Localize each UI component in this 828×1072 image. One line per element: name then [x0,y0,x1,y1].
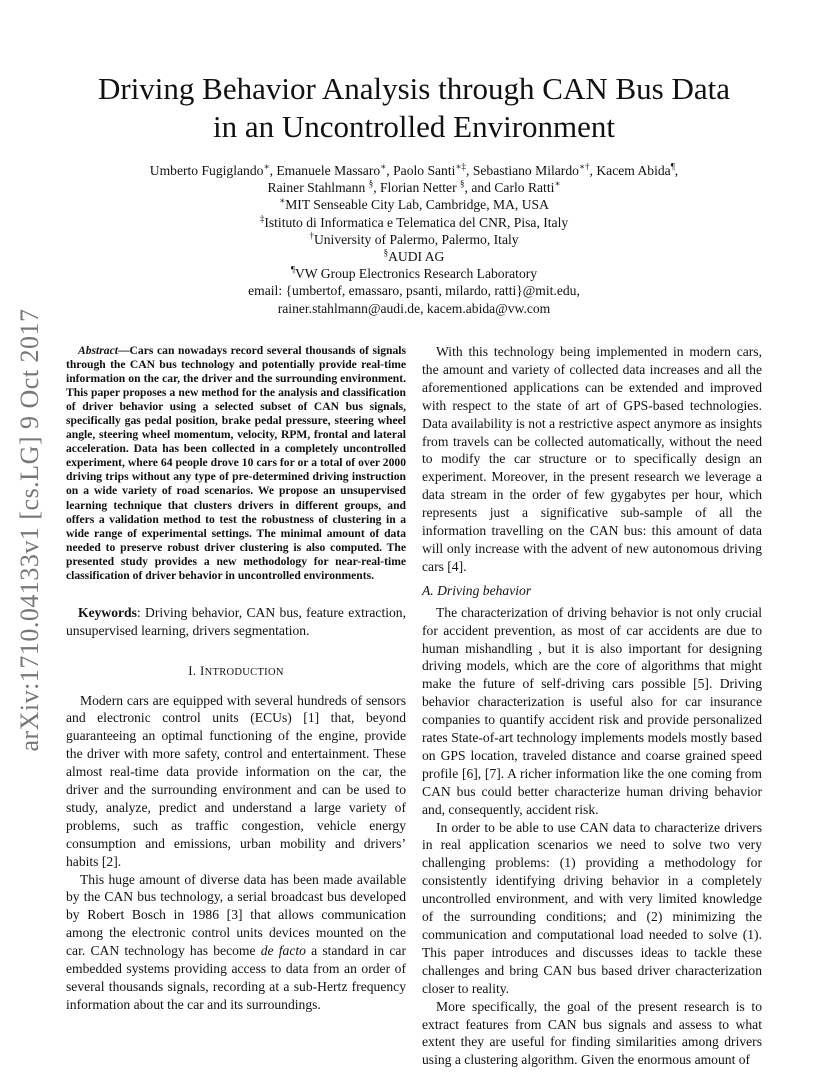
section-number: I. [188,662,200,678]
affiliation-mark: ∗ [279,195,286,206]
affiliation-1 [100,196,728,213]
author-separator: , [674,163,679,178]
author-name: , and Carlo Ratti [464,180,555,196]
right-paragraph-3: In order to be able to use CAN data to characterize drivers in real application scenarios we need to solve two very challenging problems: (1) providing a methodology for consistently identifying driving behavior in a completely uncontrolled environment, and with very limited knowledge of the surrounding conditions; and (2) minimizing the communication and computational load needed to solve (1). This paper introduces and discusses ideas to tackle these challenges and bring CAN bus based driver characterization closer to reality. [422,819,762,996]
abstract [66,344,406,583]
arxiv-sidebar [0,300,60,760]
section-heading-introduction [66,662,406,682]
author-block [100,162,728,317]
paragraph-text: This huge amount of diverse data has been made available by the CAN bus technology, a serial broadcast bus developed by Robert Bosch in 1986 [3] that allows communication among the electronic control units devices mounted on the car. CAN technology has become [66,871,406,959]
paper-title [60,70,768,146]
right-paragraph-4: More specifically, the goal of the present research is to extract features from CAN bus signals and assess to what extent they are useful for finding similarities among drivers using a clustering algorithm. Given the enormous amount of [422,998,762,1068]
keywords-label: Keywords [78,604,137,620]
author-name: Rainer Stahlmann [267,180,369,196]
right-paragraph-2: The characterization of driving behavior is not only crucial for accident prevention, as most of car accidents are due to human mishandling , but it is also important for designing driving models, which are the core of algorithms that might make the future of self-driving cars possible [5]. Driving behavior characterization is useful also for car insurance companies to quantify accident risk and provide personalized rates State-of-art technology implements models mostly based on GPS location, traveled distance and coarse grained speed profile [6], [7]. A richer information like the one coming from CAN bus could better characterize human driving behavior and, consequently, accident risk. [422,604,762,817]
title-line-2: in an Uncontrolled Environment [212,109,616,144]
arxiv-identifier: arXiv:1710.04133v1 [cs.LG] 9 Oct 2017 [15,308,44,752]
author-name: , Paolo Santi [386,163,456,178]
affiliation-text: University of Palermo, Palermo, Italy [313,231,519,247]
paragraph-text: a standard in car embedded systems providing access to data from an order of several thousands signals, recording at a sub-Hertz frequency information about the car and its surroundings. [66,943,406,1012]
paragraph-italic: de facto [260,943,306,959]
keywords-text: : Driving behavior, CAN bus, feature extraction, unsupervised learning, drivers segmentation. [66,604,406,638]
affiliation-text: VW Group Electronics Research Laboratory [294,266,538,282]
author-name: , Florian Netter [373,180,461,196]
affiliation-mark: † [309,230,314,241]
author-name: , Emanuele Massaro [269,163,381,178]
author-line-2 [100,179,728,196]
affiliation-3 [100,231,728,248]
affiliation-mark: § [383,247,389,258]
affiliation-5 [100,265,728,282]
author-mark: ∗ [380,161,387,172]
affiliation-2 [100,214,728,231]
section-initial: I [199,662,205,678]
author-mark: ¶ [670,161,675,172]
keywords [66,604,406,640]
author-mark: § [460,178,465,189]
title-line-1: Driving Behavior Analysis through CAN Bus Data [97,71,730,106]
email-line-2: rainer.stahlmann@audi.de, kacem.abida@vw.com [277,300,551,316]
author-mark: ∗‡ [455,161,467,172]
affiliation-text: AUDI AG [388,249,445,265]
affiliation-text: Istituto di Informatica e Telematica del CNR, Pisa, Italy [264,214,569,230]
right-column [422,343,762,1069]
author-mark: ∗ [554,178,561,189]
author-mark: ∗ [263,161,270,172]
right-paragraph-1: With this technology being implemented in modern cars, the amount and variety of collected data increases and all the aforementioned applications can be extended and improved with respect to the state of art of GPS-based technologies. Data availability is not a restrictive aspect anymore as insights from travels can be collected automatically, without the need to modify the car structure or to specifically design an experiment. Moreover, in the present research we leverage a data stream in the order of few gygabytes per hour, which represents just a significative sub-sample of all the information travelling on the CAN bus: this amount of data will only increase with the advent of new autonomous driving cars [4]. [422,344,762,574]
left-column [66,344,406,1014]
intro-paragraph-2 [66,871,406,1014]
intro-paragraph-1: Modern cars are equipped with several hundreds of sensors and electronic control units (ECUs) [1] that, beyond guaranteeing an optimal functioning of the engine, provide the driver with more safety, control and entertainment. These almost real-time data provide information on the car, the driver and the surrounding environment and can be used to study, analyze, predict and understand a large variety of problems, such as traffic congestion, vehicle energy consumption and emissions, urban mobility and drivers’ habits [2]. [66,692,406,869]
author-name: Umberto Fugiglando [149,163,264,178]
author-name: , Sebastiano Milardo [466,163,579,178]
section-title-caps: NTRODUCTION [204,666,284,678]
affiliation-mark: ‡ [259,213,265,224]
affiliation-4 [100,248,728,265]
affiliation-text: MIT Senseable City Lab, Cambridge, MA, USA [285,197,549,213]
author-mark: § [368,178,374,189]
email-line-1: email: {umbertof, emassaro, psanti, milardo, ratti}@mit.edu, [248,283,580,299]
author-line-1 [100,162,728,179]
author-mark: ∗† [578,161,590,172]
author-name: , Kacem Abida [589,163,671,178]
abstract-text: —Cars can nowadays record several thousands of signals through the CAN bus technology and potentially provide real-time information on the car, the driver and the surrounding environment. This paper proposes a new method for the analysis and classification of driver behavior using a selected subset of CAN bus signals, specifically gas pedal position, brake pedal pressure, steering wheel angle, steering wheel momentum, velocity, RPM, frontal and lateral acceleration. Data has been collected in a completely uncontrolled experiment, where 64 people drove 10 cars for or a total of over 2000 driving trips without any type of pre-determined driving instruction on a wide variety of road scenarios. We propose an unsupervised learning technique that clusters drivers in different groups, and offers a validation method to test the robustness of clustering in a wide range of experimental settings. The minimal amount of data needed to preserve robust driver clustering is also computed. The presented study provides a new methodology for near-real-time classification of driver behavior in uncontrolled environments. [66,344,406,582]
abstract-lead: Abstract [78,344,118,357]
subsection-heading-driving-behavior: A. Driving behavior [422,582,532,598]
affiliation-mark: ¶ [290,264,295,275]
